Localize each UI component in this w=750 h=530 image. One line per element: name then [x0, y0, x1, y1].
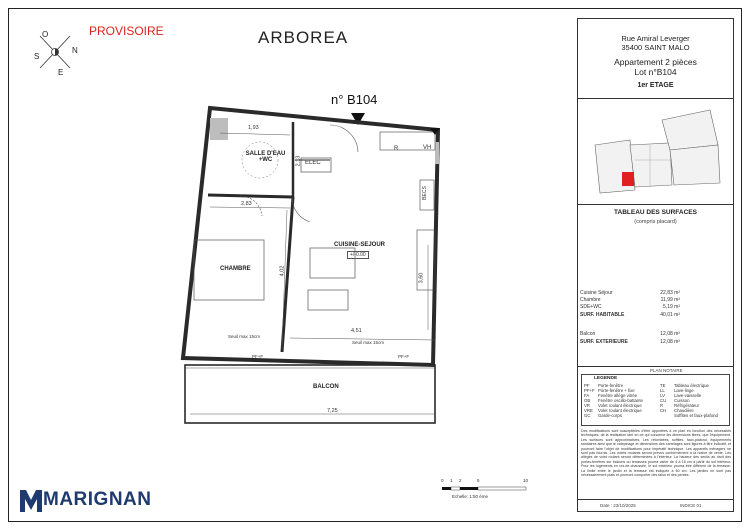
surface-exterieure-value: 12,08 m²	[660, 339, 680, 345]
surface-label: Cuisine Séjour	[580, 290, 613, 296]
apartment-type: Appartement 2 pièces	[614, 57, 697, 67]
legend-code: FA	[584, 393, 590, 398]
surfaces-subtitle: (compris placard)	[634, 219, 677, 225]
legend-item	[584, 413, 662, 418]
elec-label: ELEC	[305, 160, 321, 166]
room-bath-wc-label: +WC	[258, 157, 273, 163]
floor-plan	[180, 100, 450, 430]
surfaces-title: TABLEAU DES SURFACES	[614, 209, 697, 216]
level-label: +/-0.00	[347, 251, 369, 259]
room-kitchen: CUISINE-SEJOUR	[334, 242, 386, 248]
legend-code: TE	[660, 383, 666, 388]
legend-code: PF	[584, 383, 590, 388]
vh-label: VH	[423, 145, 432, 151]
lot-number: Lot n°B104	[634, 67, 677, 77]
legend-code: PF+F	[584, 388, 595, 393]
surface-habitable-value: 40,01 m²	[660, 312, 680, 318]
legend-text: Réfrigérateur	[674, 403, 700, 408]
legend-right-col	[660, 383, 730, 418]
dim-725: 7,25	[327, 408, 338, 414]
legend-item	[660, 413, 730, 418]
floor-level: 1er ETAGE	[637, 82, 674, 89]
scale-tick: 5	[477, 478, 480, 483]
surface-row	[580, 290, 730, 296]
seuil-note-2: Seuil max 15cm	[352, 340, 385, 345]
legend-code: VRE	[584, 408, 593, 413]
scale-bar-graphic	[440, 484, 530, 494]
index-label: INDICE 01	[680, 503, 702, 508]
site-thumbnail	[590, 105, 725, 200]
compass-n: N	[72, 46, 78, 55]
date-label: Date : 23/10/2025	[600, 503, 636, 508]
surface-balcon-label: Balcon	[580, 331, 596, 337]
legend-code: VR	[584, 403, 590, 408]
seuil-note-1: Seuil max 15cm	[228, 334, 261, 339]
legend-text: Cuisson	[674, 398, 690, 403]
divider	[577, 499, 734, 500]
legend-text: Volet roulant électrique	[598, 408, 642, 413]
legend-title: LEGENDE	[594, 376, 618, 381]
lot-marker: n° B104	[331, 92, 378, 107]
project-title: ARBOREA	[258, 28, 349, 47]
legal-notice: Des modifications sont susceptibles d'être apportées à ce plan en fonction des nécessités techniques, de la réalisation tant en ce qui concerne les dimensions libres, que l'équipement. Les surfaces sont approximatives. Les retombées, soffites, faux-plafond, équipements sanitaires ainsi que le calepinage et dimensions des carrelages sont figurés à titre indicatif, et pourront faire l'objet de modifications pour impératif technique. Les appareils ménagers ne sont pas fournis. Les volets roulants seront prévus conformément à la notice de vente. Les allèges de volet roulant seront déterminées à l'intérieur. La hauteur des seuils au droit des portes-fenêtres sur balcons ou terrasses pourra varier de 4 à 15 cm à partir du sol intérieur. Pour les logements en rez-de-chaussée, le sol extérieur pourra être différent de la terrasse. La limite entre le jardin et la terrasse est indiquée à 60 cm. Les jardins ne sont pas nécessairement plats et pourront comporter des talus et des pentes.	[581, 429, 731, 478]
legend-text: Fenêtre oscillo-battante	[598, 398, 643, 403]
room-bath-label: SALLE D'EAU	[245, 151, 286, 157]
room-bedroom: CHAMBRE	[220, 266, 251, 272]
scale-tick: 10	[523, 478, 529, 483]
room-balcony: BALCON	[313, 384, 339, 390]
surface-balcon-value: 12,08 m²	[660, 331, 680, 337]
surface-label: Chambre	[580, 297, 601, 303]
dim-360: 3,60	[418, 272, 425, 284]
surface-row	[580, 297, 730, 303]
surface-exterieure	[580, 339, 730, 345]
legend-text: Porte-fenêtre + fixe	[598, 388, 635, 393]
surface-value: 22,83 m²	[660, 290, 680, 296]
address-street: Rue Amiral Leverger	[621, 34, 690, 43]
surface-habitable-label: SURF. HABITABLE	[580, 312, 625, 318]
scale-tick: 1	[450, 478, 453, 483]
dim-283: 2,83	[241, 201, 252, 207]
pf-note-1: PF+F	[252, 354, 264, 359]
status-label: PROVISOIRE	[89, 24, 164, 38]
legend-code: CU	[660, 398, 667, 403]
dim-451: 4,51	[351, 328, 362, 334]
compass-o: O	[42, 30, 49, 39]
legend-left-col	[584, 383, 662, 418]
divider	[577, 366, 734, 367]
plan-notaire: PLAN NOTAIRE	[650, 368, 683, 373]
marignan-m-icon	[20, 490, 42, 512]
legend-text: Porte-fenêtre	[598, 383, 624, 388]
surface-balcon	[580, 331, 730, 337]
legend-code: LL	[660, 388, 665, 393]
address-city: 35400 SAINT MALO	[621, 43, 690, 52]
scale-label: Echelle: 1:50 ème	[452, 494, 489, 499]
brand-logo	[20, 488, 150, 514]
surface-habitable	[580, 312, 730, 318]
legend-text: Garde-corps	[598, 413, 622, 418]
legend-text: Lave-linge	[674, 388, 694, 393]
legend-text: Tableau électrique	[674, 383, 709, 388]
scale-tick: 0	[441, 478, 444, 483]
surface-label: SDE+WC	[580, 304, 602, 310]
room-bath	[238, 151, 293, 163]
compass-e: E	[58, 68, 64, 77]
legend-box	[581, 374, 730, 426]
dim-402: 4,02	[279, 265, 286, 277]
pf-note-2: PF+F	[398, 354, 410, 359]
r-label: R	[394, 146, 399, 152]
surface-value: 11,99 m²	[660, 297, 680, 303]
dim-193: 1,93	[248, 125, 259, 131]
legend-text: Lave-vaisselle	[674, 393, 702, 398]
legend-text: Soffites et faux-plafond	[674, 413, 718, 418]
legend-code: R	[660, 403, 664, 408]
legend-code: GC	[584, 413, 591, 418]
legend-code: CH	[660, 408, 667, 413]
legend-text: Volet roulant électrique	[598, 403, 642, 408]
surface-value: 5,19 m²	[663, 304, 680, 310]
compass-s: S	[34, 52, 40, 61]
legend-text: Chaudière	[674, 408, 694, 413]
surface-exterieure-label: SURF. EXTERIEURE	[580, 339, 628, 345]
brand-name: MARIGNAN	[43, 489, 152, 510]
divider	[577, 98, 734, 99]
surface-row	[580, 304, 730, 310]
compass	[30, 28, 80, 78]
legend-code: OB	[584, 398, 591, 403]
becs-label: BECS	[421, 186, 428, 200]
divider	[577, 204, 734, 205]
legend-code: LV	[660, 393, 665, 398]
scale-tick: 2	[459, 478, 462, 483]
dim-213: 2,13	[295, 155, 302, 167]
legend-text: Fenêtre allège vitrée	[598, 393, 638, 398]
